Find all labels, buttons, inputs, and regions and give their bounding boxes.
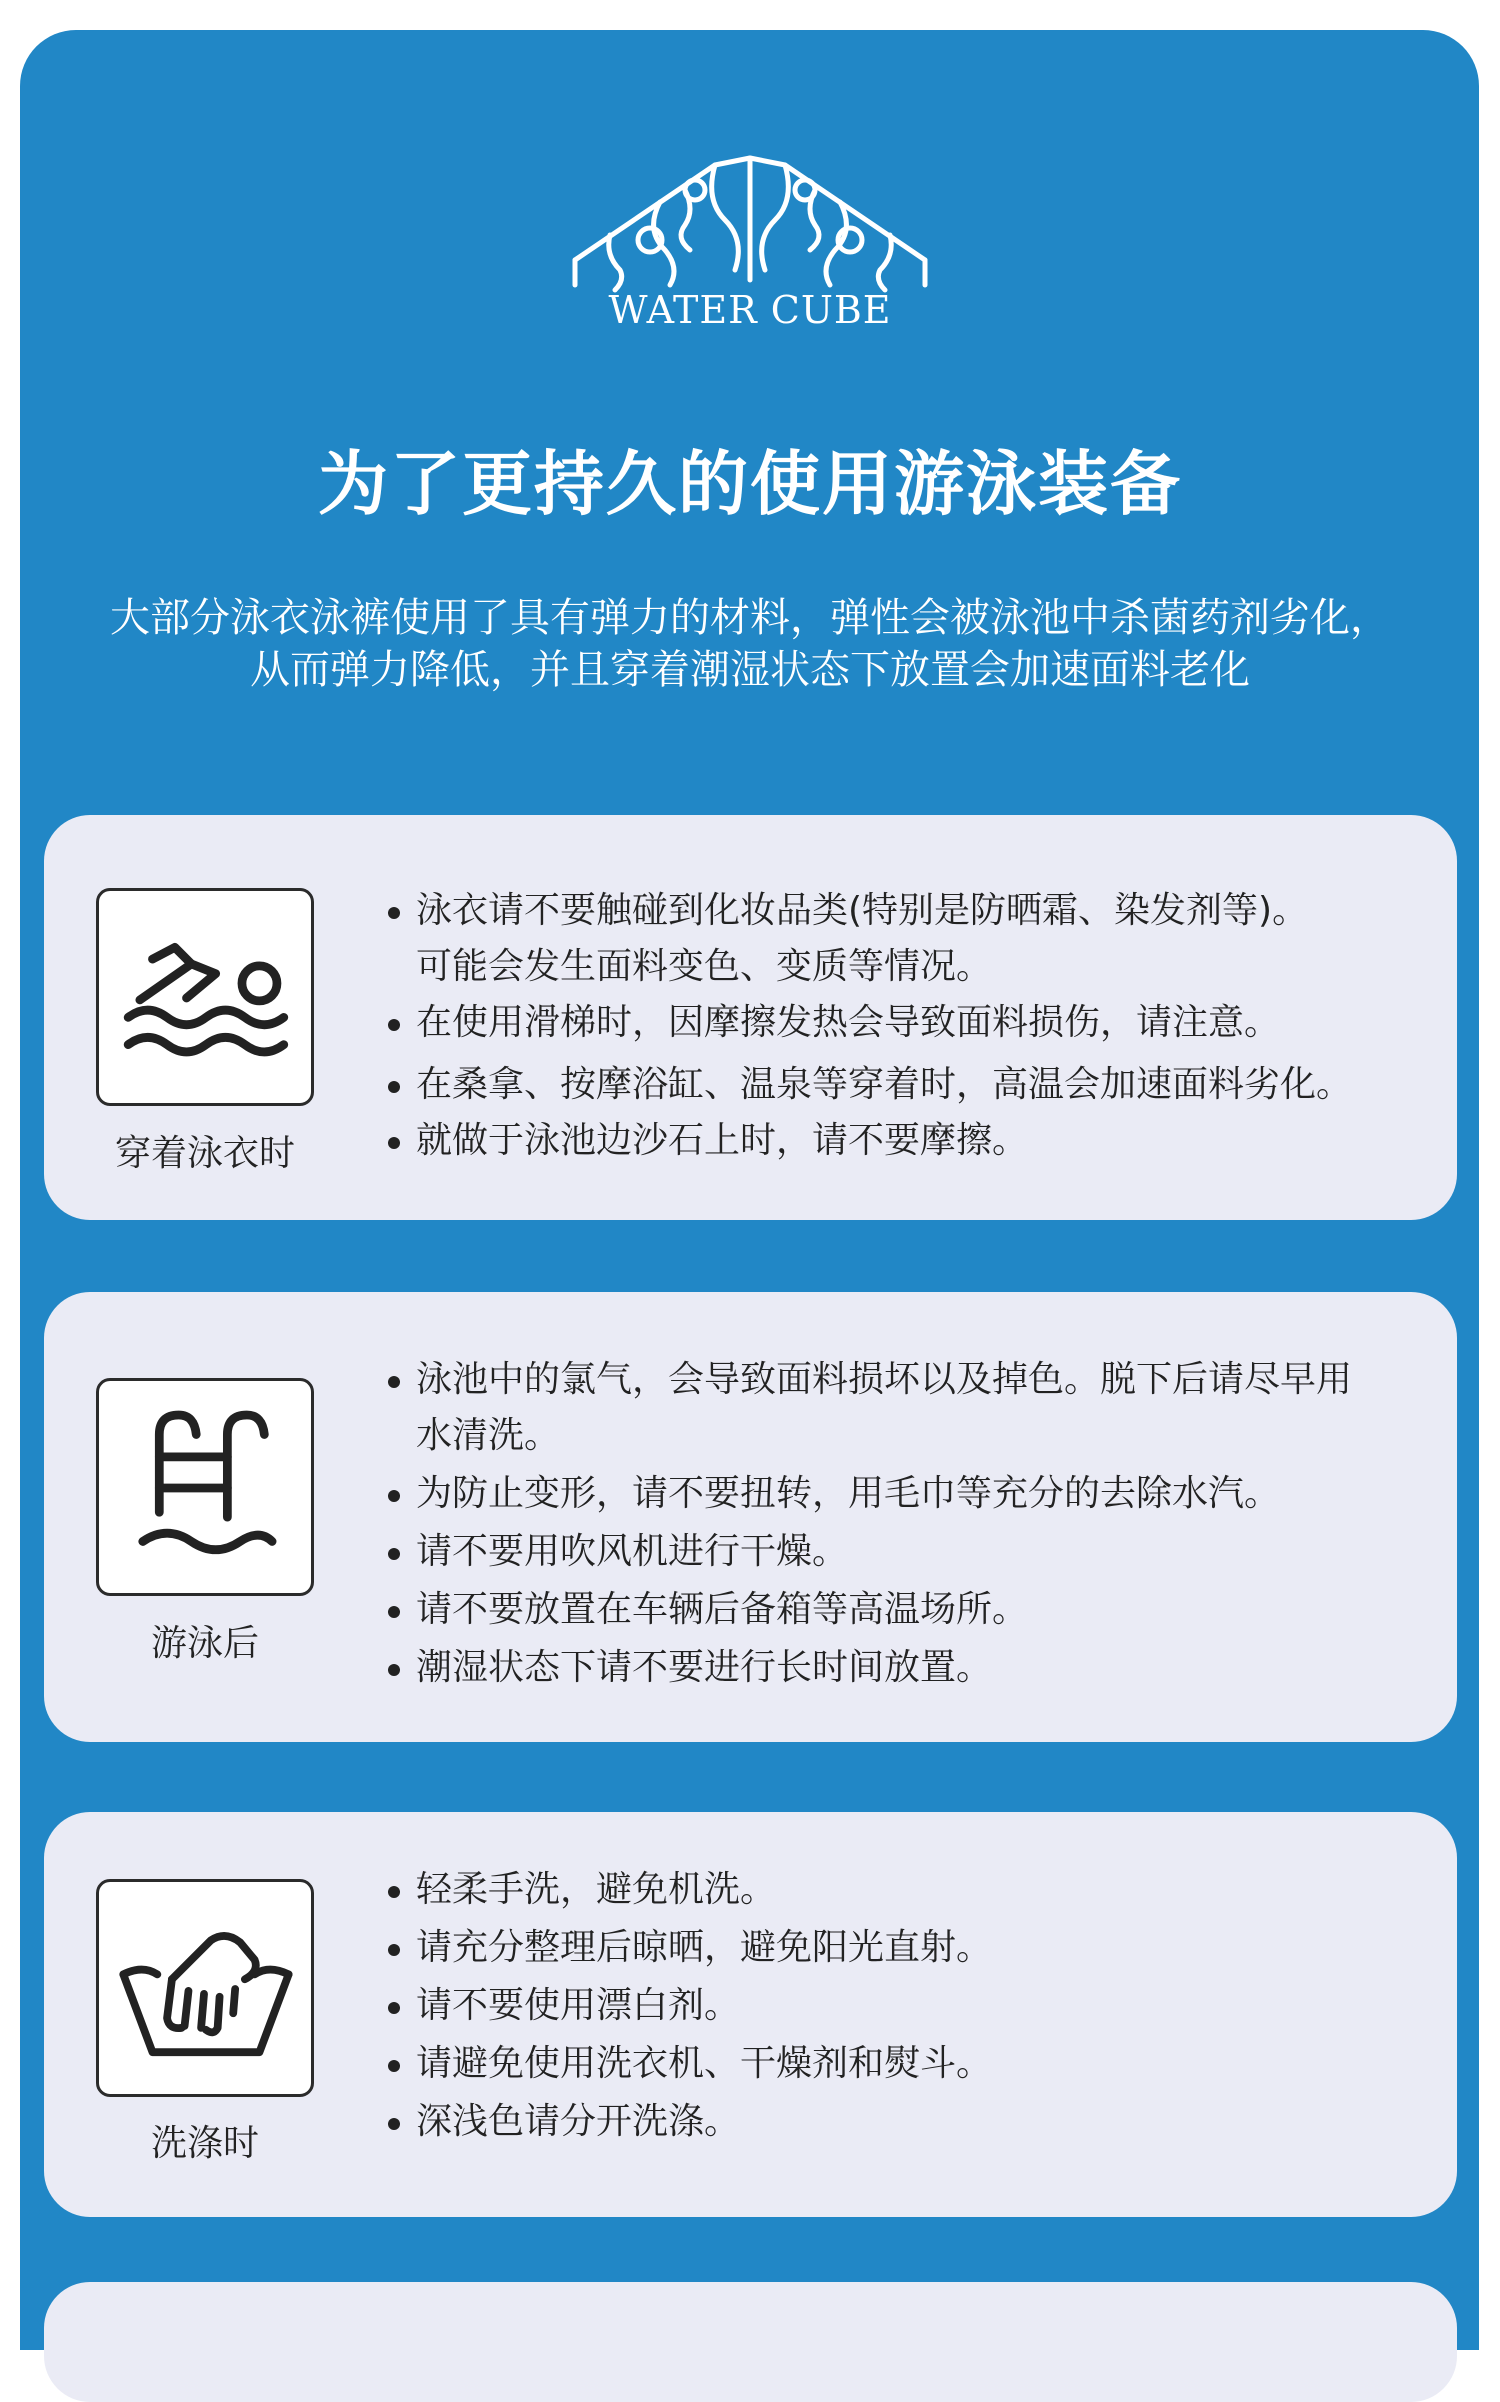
list-item: 泳衣请不要触碰到化妆品类(特别是防晒霜、染发剂等)。 可能会发生面料变色、变质等情况。	[384, 883, 1424, 995]
list-item: 请不要用吹风机进行干燥。	[384, 1524, 1424, 1580]
list-item: 就做于泳池边沙石上时，请不要摩擦。	[384, 1113, 1424, 1169]
section-label: 洗涤时	[150, 2123, 259, 2164]
section-label: 游泳后	[150, 1623, 259, 1664]
list-item: 请避免使用洗衣机、干燥剂和熨斗。	[384, 2036, 1424, 2092]
list-item: 泳池中的氯气，会导致面料损坏以及掉色。脱下后请尽早用 水清洗。	[384, 1352, 1424, 1464]
card-after-swim	[44, 1292, 1457, 1742]
list-item: 请充分整理后晾晒，避免阳光直射。	[384, 1920, 1424, 1976]
list-item: 在桑拿、按摩浴缸、温泉等穿着时，高温会加速面料劣化。	[384, 1057, 1424, 1113]
list-item: 轻柔手洗，避免机洗。	[384, 1862, 1424, 1918]
intro-line: 从而弹力降低，并且穿着潮湿状态下放置会加速面料老化	[250, 647, 1250, 693]
bullet-list	[384, 1862, 1424, 2150]
pool-ladder-icon	[96, 1378, 314, 1596]
page-title: 为了更持久的使用游泳装备	[318, 443, 1182, 525]
list-item: 潮湿状态下请不要进行长时间放置。	[384, 1640, 1424, 1696]
list-item: 在使用滑梯时，因摩擦发热会导致面料损伤，请注意。	[384, 995, 1424, 1051]
swimmer-icon	[96, 888, 314, 1106]
logo-text: WATER CUBE	[608, 288, 892, 332]
bullet-list	[384, 883, 1424, 1169]
intro-text	[100, 592, 1400, 696]
list-item: 深浅色请分开洗涤。	[384, 2094, 1424, 2150]
list-item: 请不要使用漂白剂。	[384, 1978, 1424, 2034]
list-item: 为防止变形，请不要扭转，用毛巾等充分的去除水汽。	[384, 1466, 1424, 1522]
section-label: 穿着泳衣时	[114, 1133, 295, 1174]
card-next-partial	[44, 2282, 1457, 2402]
hand-wash-icon	[96, 1879, 314, 2097]
card-washing	[44, 1812, 1457, 2217]
intro-line: 大部分泳衣泳裤使用了具有弹力的材料，弹性会被泳池中杀菌药剂劣化，	[110, 595, 1390, 641]
card-wearing	[44, 815, 1457, 1220]
bullet-list	[384, 1352, 1424, 1696]
list-item: 请不要放置在车辆后备箱等高温场所。	[384, 1582, 1424, 1638]
